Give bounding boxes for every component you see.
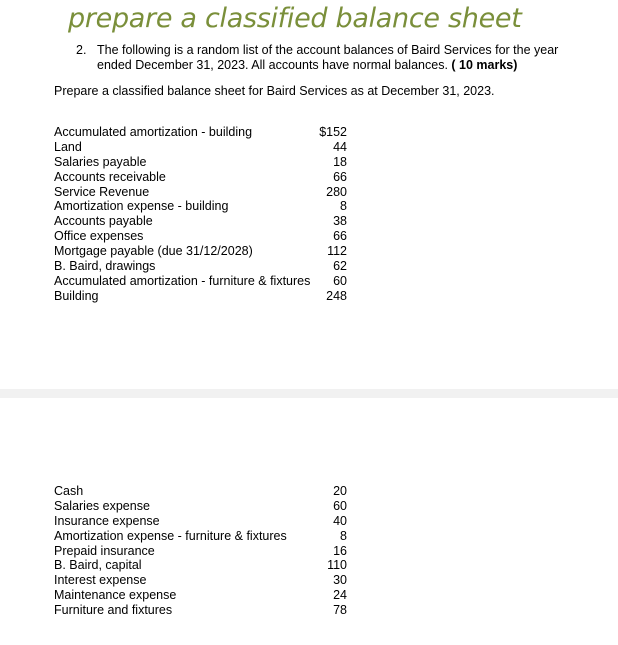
page-separator [0, 389, 618, 398]
account-amount: 66 [333, 229, 347, 244]
question-marks: ( 10 marks) [451, 58, 518, 72]
account-amount: 18 [333, 154, 347, 169]
account-name: Accounts receivable [54, 169, 166, 184]
account-amount: 8 [340, 199, 347, 214]
account-name: Cash [54, 484, 84, 498]
account-name: Amortization expense - building [54, 199, 229, 214]
account-amount: $152 [319, 125, 347, 139]
account-row [54, 514, 350, 529]
account-row [54, 229, 350, 244]
account-name: Accumulated amortization - building [54, 125, 253, 139]
question-number: 2. [76, 43, 87, 57]
account-amount: 24 [333, 588, 347, 603]
account-row [54, 170, 350, 185]
account-row [54, 199, 350, 214]
account-row [54, 544, 350, 559]
account-name: Building [54, 288, 99, 303]
account-amount: 66 [333, 169, 347, 184]
account-row [54, 244, 350, 259]
account-amount: 20 [333, 484, 347, 498]
account-name: B. Baird, drawings [54, 259, 156, 274]
account-amount: 44 [333, 139, 347, 154]
account-amount: 60 [333, 498, 347, 513]
account-amount: 62 [333, 259, 347, 274]
account-name: B. Baird, capital [54, 558, 142, 573]
account-amount: 40 [333, 513, 347, 528]
document-page-2 [0, 398, 618, 645]
account-row [54, 603, 350, 618]
account-row [54, 573, 350, 588]
account-amount: 38 [333, 214, 347, 229]
account-name: Salaries payable [54, 154, 147, 169]
account-name: Insurance expense [54, 513, 160, 528]
account-amount: 78 [333, 603, 347, 618]
account-list-page-2 [54, 484, 350, 618]
account-row [54, 185, 350, 200]
account-amount: 112 [327, 244, 347, 259]
account-row [54, 140, 350, 155]
question-block [76, 43, 596, 73]
account-row [54, 155, 350, 170]
page-title: prepare a classified balance sheet [68, 3, 522, 34]
account-amount: 16 [333, 543, 347, 558]
account-amount: 248 [326, 288, 347, 303]
account-name: Prepaid insurance [54, 543, 155, 558]
account-name: Land [54, 139, 82, 154]
account-amount: 280 [326, 184, 347, 199]
account-row [54, 214, 350, 229]
account-row [54, 274, 350, 289]
account-amount: 110 [327, 558, 347, 573]
account-name: Accounts payable [54, 214, 153, 229]
account-name: Interest expense [54, 573, 147, 588]
account-name: Salaries expense [54, 498, 150, 513]
account-list-page-1 [54, 125, 350, 304]
account-name: Service Revenue [54, 184, 150, 199]
instruction-text: Prepare a classified balance sheet for Baird Services as at December 31, 2023. [54, 84, 495, 98]
account-row [54, 484, 350, 499]
account-row [54, 588, 350, 603]
account-name: Accumulated amortization - furniture & fixtures [54, 273, 311, 288]
account-name: Office expenses [54, 229, 144, 244]
account-row [54, 499, 350, 514]
question-text: The following is a random list of the account balances of Baird Services for the year ended December 31, 2023. All accounts have normal balances. [97, 43, 559, 72]
account-row [54, 558, 350, 573]
account-amount: 60 [333, 273, 347, 288]
account-row [54, 259, 350, 274]
account-amount: 8 [340, 528, 347, 543]
account-name: Maintenance expense [54, 588, 177, 603]
account-row [54, 125, 350, 140]
account-amount: 30 [333, 573, 347, 588]
account-row [54, 529, 350, 544]
account-row [54, 289, 350, 304]
account-name: Mortgage payable (due 31/12/2028) [54, 244, 253, 259]
question-text-wrapper [97, 43, 596, 73]
account-name: Amortization expense - furniture & fixtures [54, 528, 287, 543]
account-name: Furniture and fixtures [54, 603, 173, 618]
